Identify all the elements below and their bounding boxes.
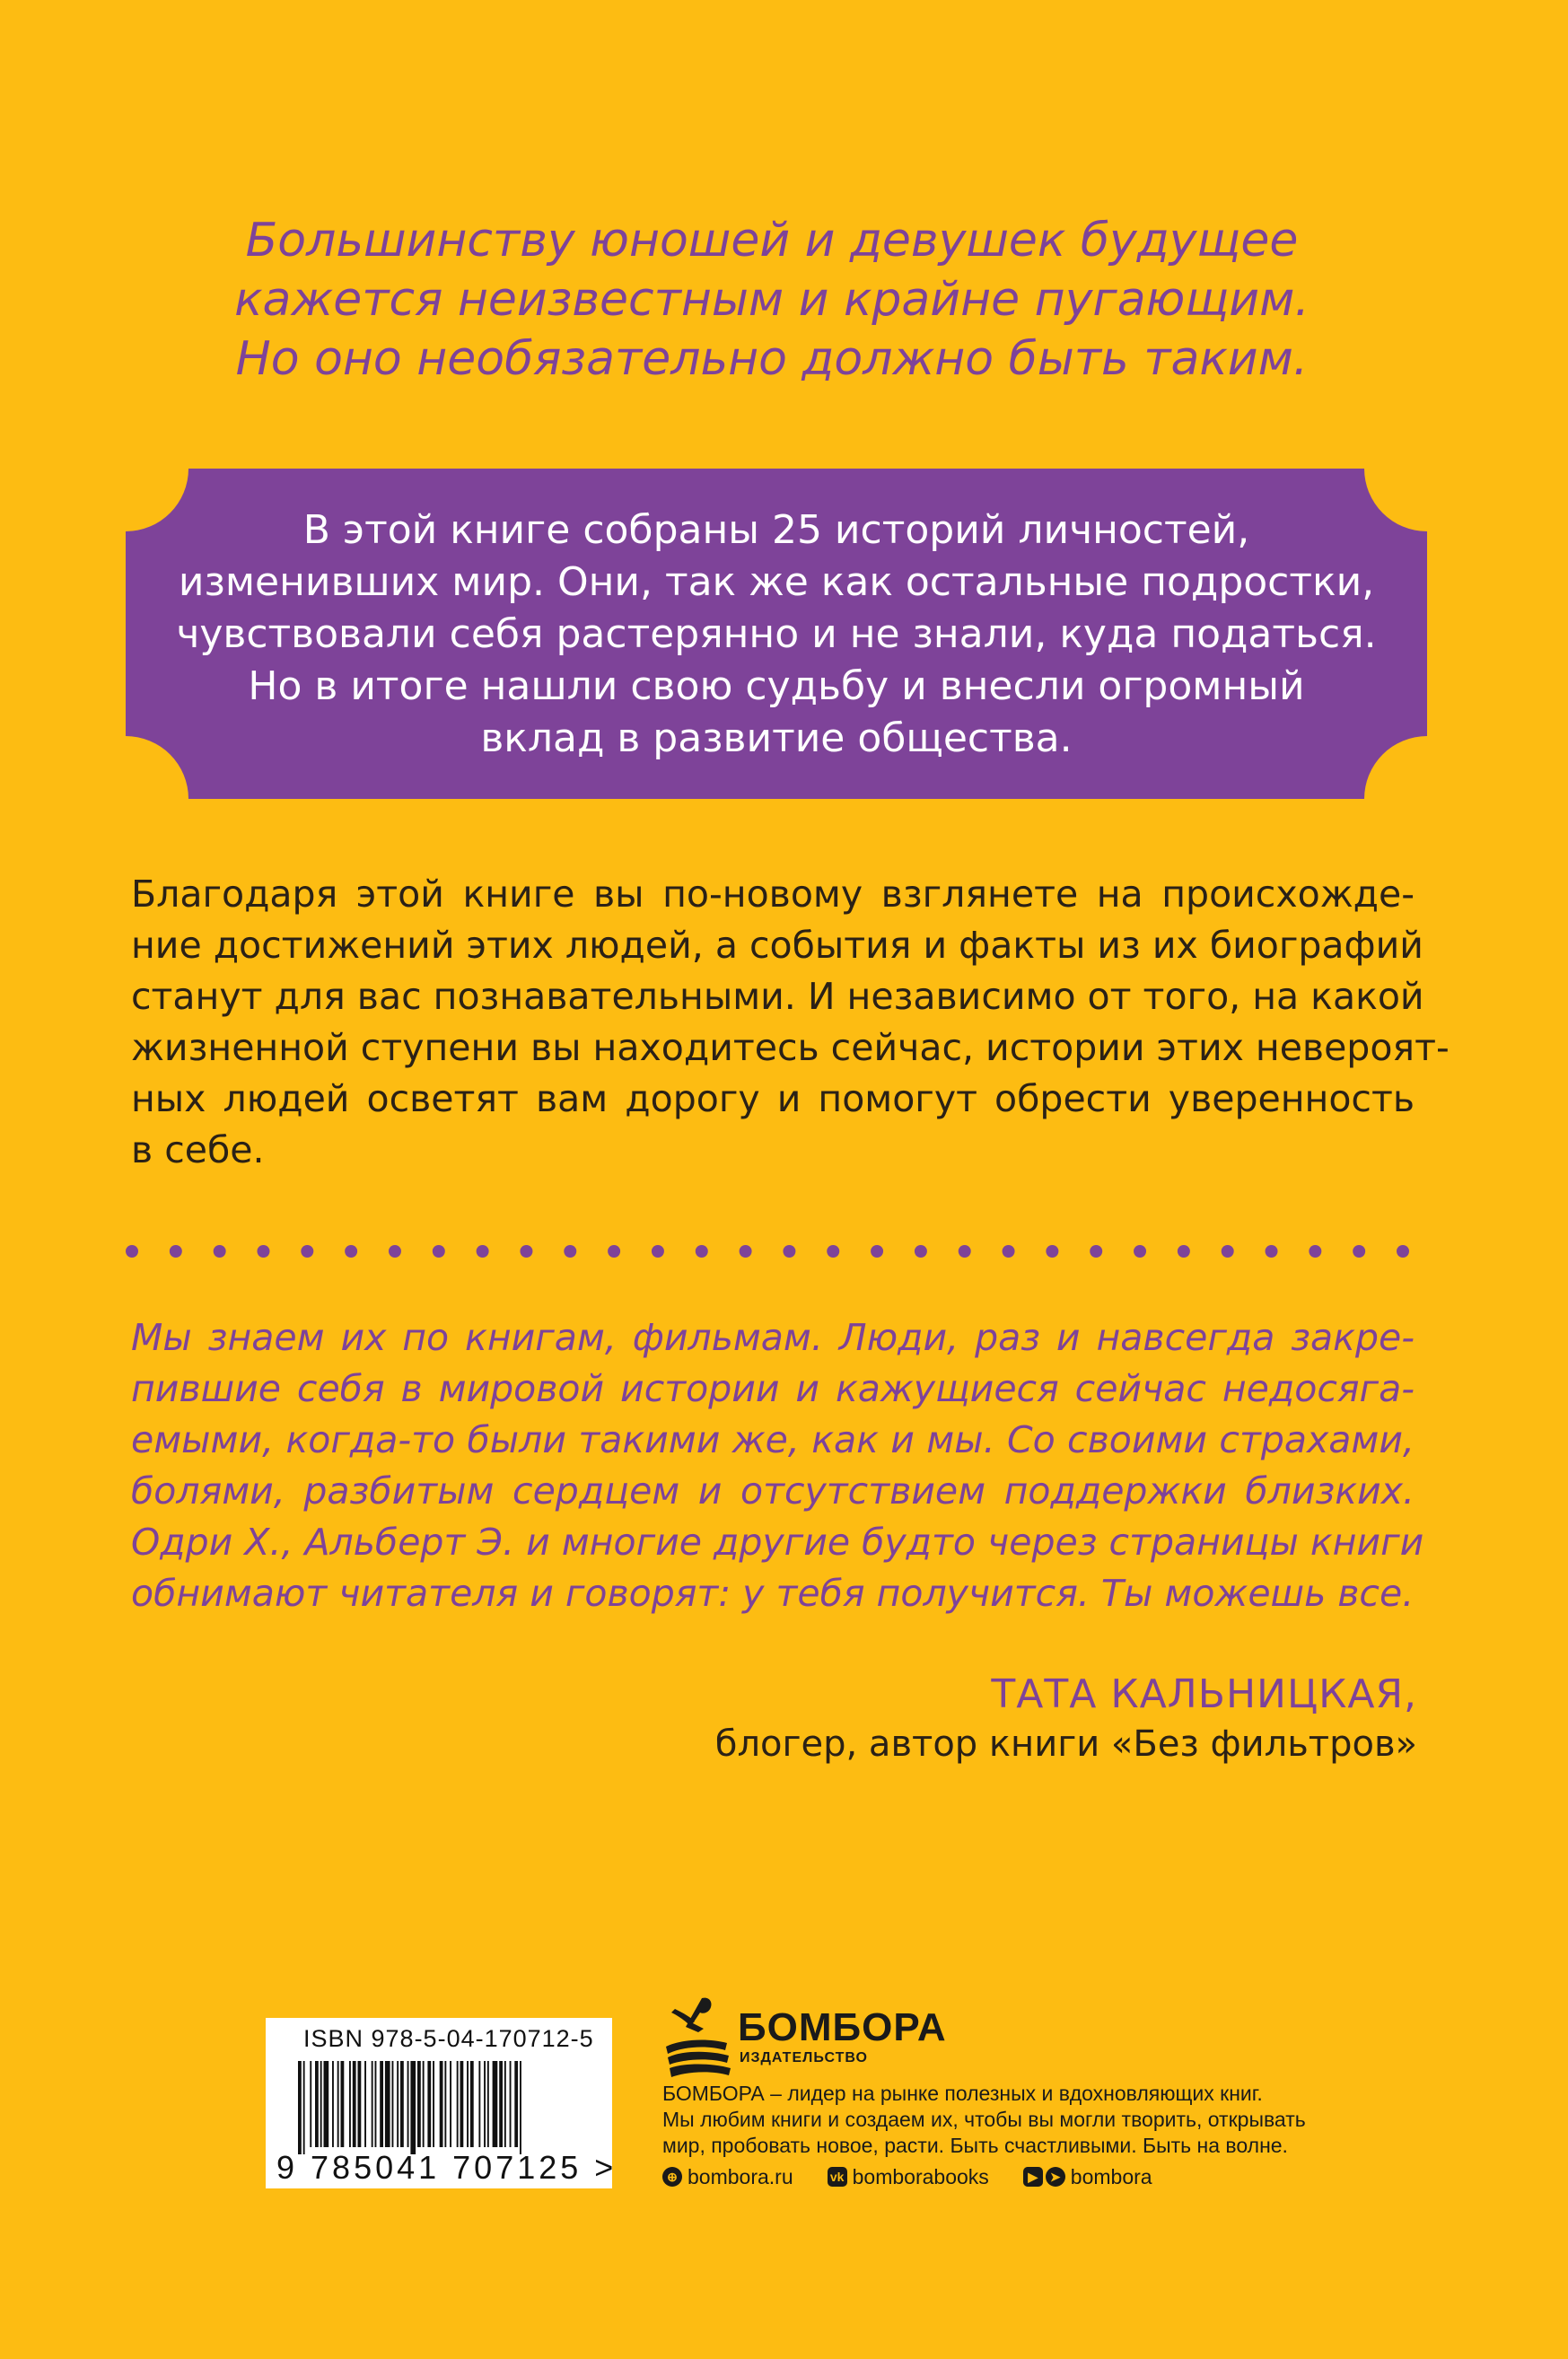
social-website[interactable] <box>662 2165 793 2189</box>
barcode-bar <box>427 2061 431 2147</box>
barcode-bar <box>385 2061 390 2147</box>
barcode-bar <box>372 2061 373 2147</box>
bombora-logo-icon <box>662 1993 734 2079</box>
divider-dot <box>1046 1245 1058 1258</box>
divider-dot <box>126 1245 138 1258</box>
telegram-icon: ➤ <box>1046 2167 1065 2187</box>
social-label: bombora <box>1070 2164 1152 2188</box>
divider-dot <box>389 1245 401 1258</box>
barcode-bar <box>392 2061 394 2147</box>
publisher-subtitle: ИЗДАТЕЛЬСТВО <box>740 2050 868 2065</box>
description-line: жизненной ступени вы находитесь сейчас, истории этих невероят- <box>131 1026 1450 1069</box>
divider-dot <box>1134 1245 1146 1258</box>
intro-tagline <box>180 211 1364 389</box>
isbn-label: ISBN 978-5-04-170712-5 <box>303 2025 594 2052</box>
barcode-bar <box>349 2061 351 2147</box>
intro-line: Большинству юношей и девушек будущее <box>245 214 1299 267</box>
divider-dot <box>1178 1245 1190 1258</box>
quote-author-name: ТАТА КАЛЬНИЦКАЯ, <box>991 1671 1417 1717</box>
divider-dot <box>871 1245 883 1258</box>
publisher-desc-line: мир, пробовать новое, расти. Быть счастливыми. Быть на волне. <box>662 2134 1288 2157</box>
barcode-bar <box>457 2061 459 2147</box>
barcode-bar <box>484 2061 486 2147</box>
divider-dot <box>214 1245 226 1258</box>
divider-dot <box>477 1245 489 1258</box>
barcode-panel <box>266 2018 618 2188</box>
vk-icon: vk <box>828 2167 847 2187</box>
barcode-bar <box>493 2061 498 2147</box>
plaque-line: Но в итоге нашли свою судьбу и внесли огромный <box>248 663 1305 709</box>
barcode-bar <box>467 2061 469 2147</box>
barcode-bar <box>440 2061 443 2147</box>
barcode-bar <box>315 2061 319 2147</box>
barcode-bar <box>320 2061 322 2147</box>
quote-line: Мы знаем их по книгам, фильмам. Люди, раз и навсегда закре- <box>131 1316 1415 1359</box>
quote-line: емыми, когда-то были такими же, как и мы. Со своими страхами, <box>131 1418 1415 1461</box>
purple-plaque <box>126 469 1427 799</box>
description-paragraph <box>131 869 1450 1176</box>
barcode-bar <box>510 2061 512 2147</box>
barcode-bar <box>433 2061 434 2147</box>
divider-dot <box>652 1245 664 1258</box>
youtube-icon: ▶ <box>1023 2167 1043 2187</box>
publisher-desc-line: Мы любим книги и создаем их, чтобы вы могли творить, открывать <box>662 2108 1306 2131</box>
divider-dot <box>170 1245 182 1258</box>
dotted-divider <box>126 1242 1409 1260</box>
barcode-bar <box>478 2061 480 2147</box>
publisher-socials <box>662 2163 1187 2190</box>
barcode-bar <box>407 2061 409 2147</box>
quote-author-role: блогер, автор книги «Без фильтров» <box>714 1723 1417 1765</box>
barcode-icon <box>298 2061 587 2154</box>
social-youtube-telegram[interactable] <box>1023 2165 1152 2189</box>
plaque-line: В этой книге собраны 25 историй личностей, <box>302 507 1250 553</box>
barcode-bar <box>417 2061 421 2147</box>
social-label: bomborabooks <box>852 2164 989 2188</box>
divider-dot <box>608 1245 620 1258</box>
divider-dot <box>1222 1245 1234 1258</box>
divider-dot <box>915 1245 927 1258</box>
publisher-desc-line: БОМБОРА – лидер на рынке полезных и вдохновляющих книг. <box>662 2082 1263 2105</box>
divider-dot <box>1309 1245 1321 1258</box>
review-quote <box>131 1312 1424 1619</box>
divider-dot <box>696 1245 708 1258</box>
barcode-bar <box>470 2061 474 2147</box>
divider-dot <box>301 1245 313 1258</box>
quote-line: болями, разбитым сердцем и отсутствием поддержки близких. <box>131 1469 1415 1513</box>
intro-line: Но оно необязательно должно быть таким. <box>235 332 1309 386</box>
barcode-bar <box>499 2061 503 2147</box>
barcode-bar <box>341 2061 345 2147</box>
divider-dot <box>1266 1245 1278 1258</box>
barcode-bar <box>298 2061 302 2154</box>
publisher-name: БОМБОРА <box>738 2005 947 2049</box>
divider-dot <box>1003 1245 1015 1258</box>
divider-dot <box>257 1245 269 1258</box>
globe-icon: ⊕ <box>662 2167 682 2187</box>
barcode-bar <box>337 2061 339 2147</box>
barcode-bar <box>514 2061 518 2147</box>
barcode-digits: 9 785041 707125 > <box>276 2149 618 2186</box>
barcode-bar <box>380 2061 383 2147</box>
quote-line: Одри Х., Альберт Э. и многие другие будто через страницы книги <box>131 1521 1424 1564</box>
divider-dot <box>345 1245 357 1258</box>
barcode-bar <box>487 2061 489 2147</box>
divider-dot <box>740 1245 752 1258</box>
social-label: bombora.ru <box>688 2164 793 2188</box>
barcode-bar <box>324 2061 329 2147</box>
divider-dot <box>1090 1245 1102 1258</box>
barcode-bar <box>358 2061 362 2147</box>
plaque-line: изменивших мир. Они, так же как остальные подростки, <box>178 559 1375 605</box>
barcode-bar <box>423 2061 425 2147</box>
barcode-bar <box>310 2061 311 2147</box>
intro-line: кажется неизвестным и крайне пугающим. <box>234 273 1310 327</box>
description-line: Благодаря этой книге вы по-новому взглянете на происхожде- <box>131 873 1415 916</box>
description-line: в себе. <box>131 1128 265 1171</box>
description-line: ных людей осветят вам дорогу и помогут обрести уверенность <box>131 1077 1415 1120</box>
description-line: станут для вас познавательными. И независимо от того, на какой <box>131 975 1424 1018</box>
barcode-bar <box>400 2061 404 2147</box>
barcode-bar <box>353 2061 356 2147</box>
barcode-bar <box>460 2061 464 2147</box>
barcode-bar <box>504 2061 506 2147</box>
divider-dot <box>959 1245 971 1258</box>
quote-line: обнимают читателя и говорят: у тебя получится. Ты можешь все. <box>131 1572 1415 1615</box>
barcode-bar <box>520 2061 521 2154</box>
barcode-bar <box>410 2061 416 2154</box>
barcode-bar <box>444 2061 446 2147</box>
barcode-bar <box>332 2061 334 2147</box>
plaque-line: вклад в развитие общества. <box>480 715 1073 761</box>
social-vk[interactable] <box>828 2165 989 2189</box>
description-line: ние достижений этих людей, а события и факты из их биографий <box>131 924 1423 967</box>
divider-dot <box>433 1245 445 1258</box>
divider-dot <box>564 1245 576 1258</box>
divider-dot <box>1353 1245 1365 1258</box>
divider-dot <box>827 1245 839 1258</box>
barcode-bar <box>375 2061 377 2147</box>
quote-line: пившие себя в мировой истории и кажущиеся сейчас недосяга- <box>131 1367 1415 1410</box>
barcode-bar <box>303 2061 305 2154</box>
plaque-line: чувствовали себя растерянно и не знали, куда податься. <box>176 611 1377 657</box>
barcode-bar <box>364 2061 366 2147</box>
barcode-bar <box>397 2061 399 2147</box>
barcode-bar <box>450 2061 451 2147</box>
publisher-description <box>662 2081 1345 2159</box>
divider-dot <box>520 1245 532 1258</box>
divider-dot <box>783 1245 795 1258</box>
divider-dot <box>1397 1245 1409 1258</box>
